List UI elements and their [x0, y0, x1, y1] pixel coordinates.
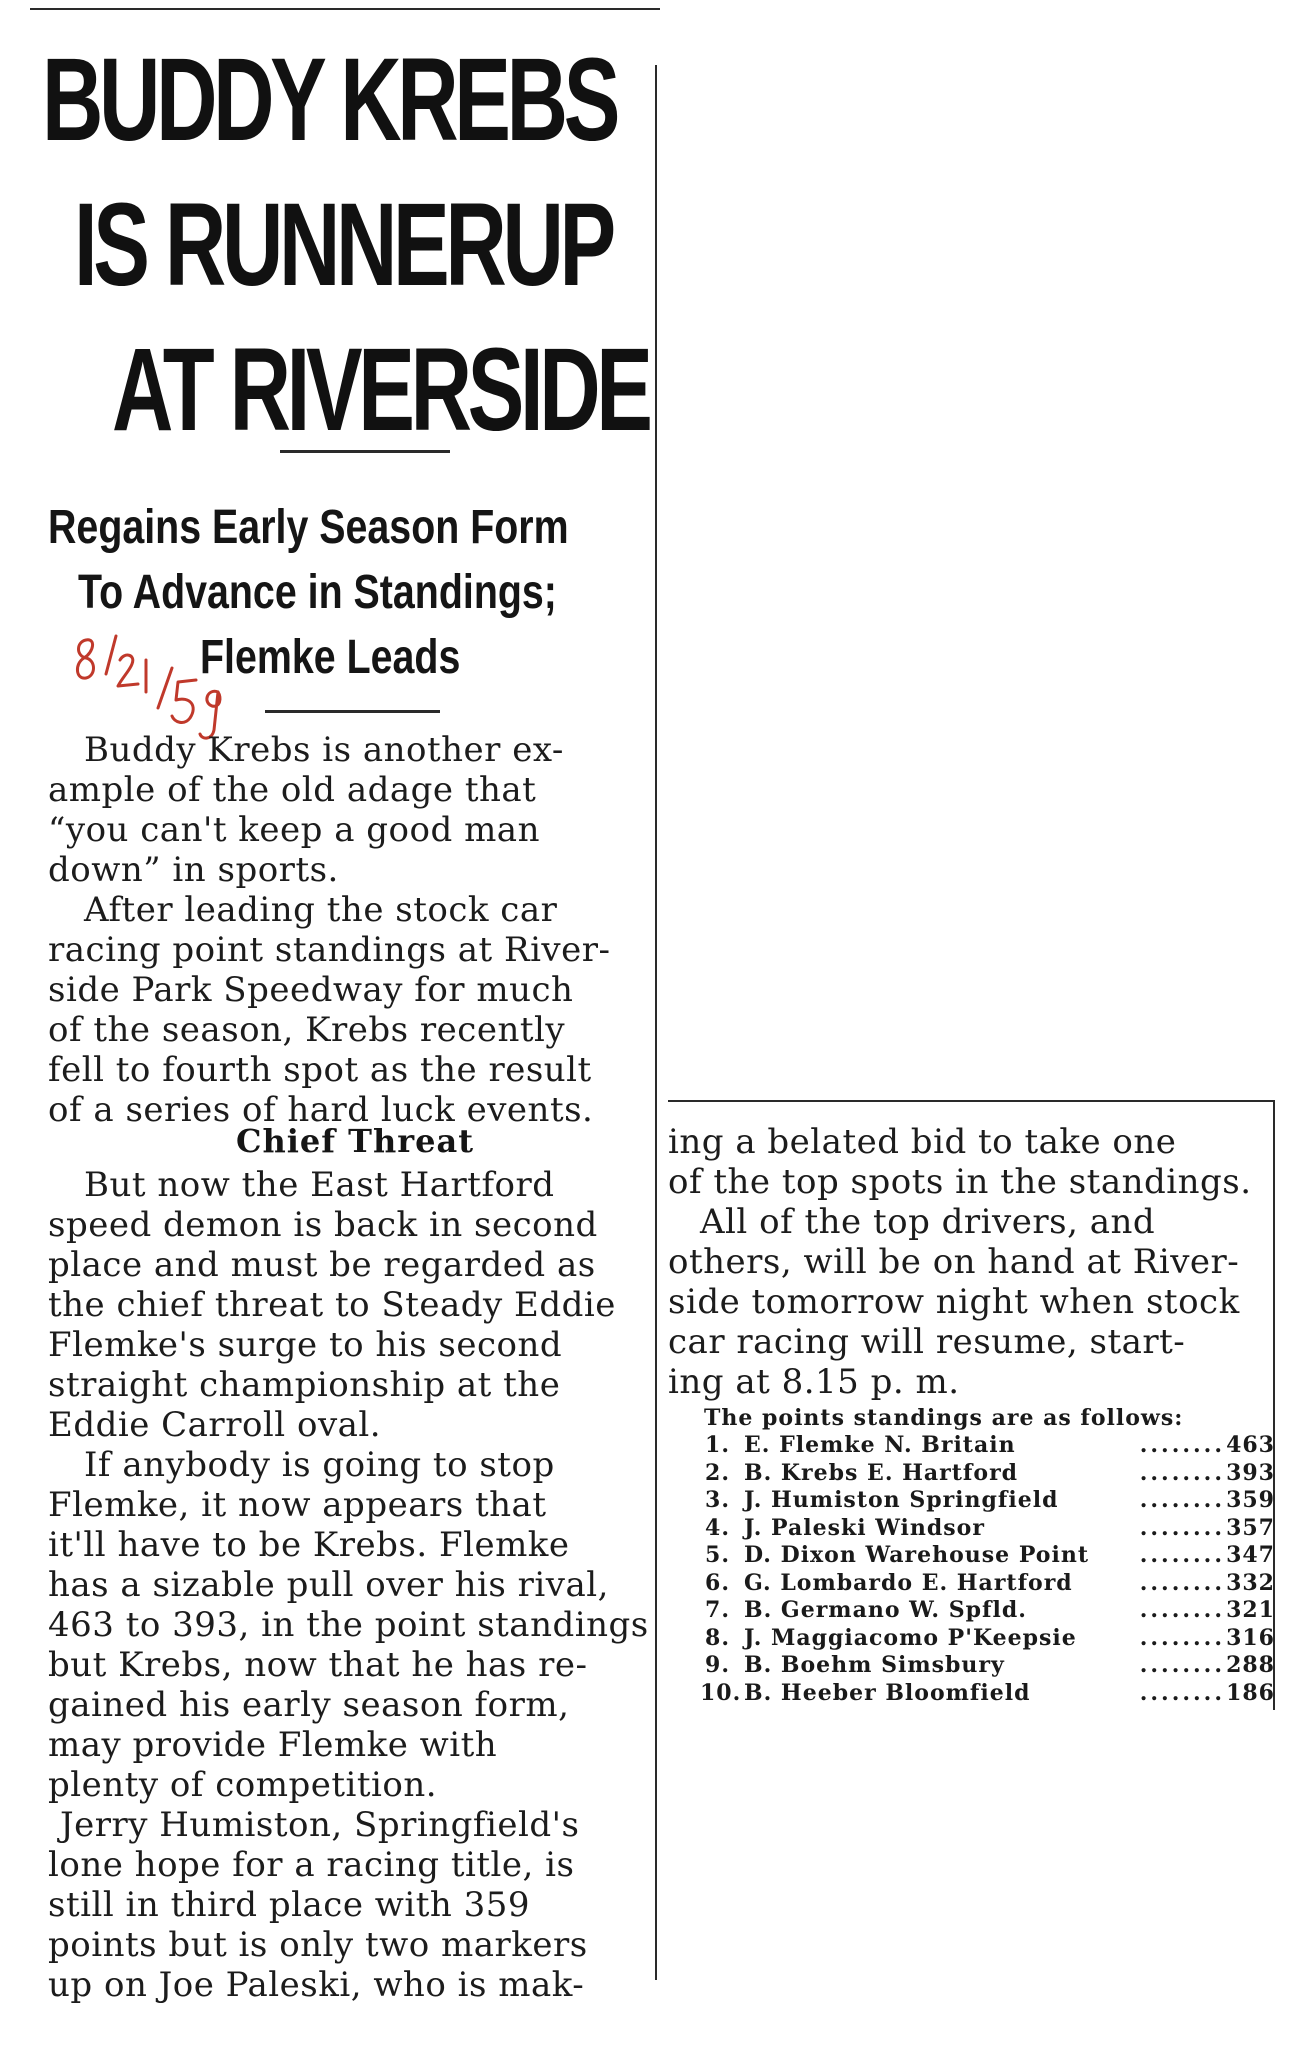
body-line: fell to fourth spot as the result [48, 1050, 592, 1090]
headline-line-2: IS RUNNERUP [74, 179, 612, 311]
body-line: may provide Flemke with [48, 1725, 498, 1765]
body-line: “you can't keep a good man [48, 810, 540, 850]
standings-rank: 1. [705, 1432, 730, 1458]
standings-driver: B. Krebs E. Hartford [744, 1459, 1019, 1486]
standings-row [700, 1432, 1275, 1458]
standings-driver: B. Boehm Simsbury [744, 1652, 1005, 1678]
standings-title: The points standings are as follows: [704, 1405, 1184, 1431]
standings-driver: B. Heeber Bloomfield [744, 1679, 1031, 1706]
standings-row [700, 1515, 1275, 1541]
body-line: side tomorrow night when stock [668, 1282, 1240, 1322]
standings-points: 393 [1226, 1459, 1275, 1486]
standings-row [700, 1487, 1275, 1513]
standings-rank: 4. [705, 1514, 730, 1541]
leader-dots: ........ [1139, 1597, 1225, 1623]
leader-dots: ........ [1139, 1569, 1225, 1596]
deck-divider [265, 710, 440, 713]
right-column-top-rule [668, 1100, 1273, 1102]
standings-rank: 3. [705, 1487, 730, 1513]
standings-rank: 2. [705, 1459, 730, 1486]
body-line: side Park Speedway for much [48, 970, 574, 1010]
standings-points: 332 [1226, 1569, 1275, 1596]
left-column-right-rule [655, 65, 657, 1980]
standings-row [700, 1680, 1275, 1706]
deck-line-1: Regains Early Season Form [48, 501, 569, 554]
standings-points: 347 [1226, 1542, 1275, 1568]
standings-row [700, 1625, 1275, 1651]
body-line: Flemke, it now appears that [48, 1485, 547, 1525]
deck-line-3: Flemke Leads [200, 631, 461, 684]
body-line: plenty of competition. [48, 1765, 438, 1805]
standings-row [700, 1542, 1275, 1568]
standings-points: 321 [1226, 1597, 1275, 1623]
standings-rank: 7. [705, 1597, 730, 1623]
standings-points: 357 [1226, 1514, 1275, 1541]
standings-points: 463 [1226, 1432, 1275, 1458]
body-line: ing a belated bid to take one [668, 1122, 1177, 1162]
body-line: Eddie Carroll oval. [48, 1405, 382, 1445]
standings-driver: B. Germano W. Spfld. [744, 1597, 1027, 1623]
leader-dots: ........ [1139, 1624, 1225, 1651]
standings-row [700, 1570, 1275, 1596]
standings-driver: J. Paleski Windsor [744, 1514, 985, 1541]
standings-rank: 5. [705, 1542, 730, 1568]
standings-points: 186 [1226, 1679, 1275, 1706]
body-line: All of the top drivers, and [700, 1202, 1156, 1242]
top-rule [30, 8, 660, 10]
body-line: After leading the stock car [84, 890, 558, 930]
body-line: still in third place with 359 [48, 1885, 530, 1925]
leader-dots: ........ [1139, 1679, 1225, 1706]
deck-line-2: To Advance in Standings; [78, 566, 557, 619]
standings-driver: D. Dixon Warehouse Point [744, 1542, 1089, 1568]
standings-rank: 10. [700, 1679, 742, 1706]
leader-dots: ........ [1139, 1542, 1225, 1568]
standings-row [700, 1460, 1275, 1486]
leader-dots: ........ [1139, 1514, 1225, 1541]
leader-dots: ........ [1139, 1652, 1225, 1678]
body-line: racing point standings at River- [48, 930, 611, 970]
body-line: straight championship at the [48, 1365, 561, 1405]
headline-line-1: BUDDY KREBS [42, 34, 617, 166]
body-line: it'll have to be Krebs. Flemke [48, 1525, 570, 1565]
standings-row [700, 1652, 1275, 1678]
body-line: Buddy Krebs is another ex- [84, 730, 564, 770]
body-line: place and must be regarded as [48, 1245, 596, 1285]
standings-rank: 6. [705, 1569, 730, 1596]
standings-rank: 9. [705, 1652, 730, 1678]
body-line: Flemke's surge to his second [48, 1325, 563, 1365]
standings-row [700, 1597, 1275, 1623]
body-line: others, will be on hand at River- [668, 1242, 1240, 1282]
headline-line-3: AT RIVERSIDE [112, 324, 649, 456]
body-line: the chief threat to Steady Eddie [48, 1285, 616, 1325]
body-line: Jerry Humiston, Springfield's [60, 1805, 580, 1845]
standings-rank: 8. [705, 1624, 730, 1651]
body-line: points but is only two markers [48, 1925, 588, 1965]
body-line: lone hope for a racing title, is [48, 1845, 575, 1885]
body-line: of the season, Krebs recently [48, 1010, 566, 1050]
body-line: gained his early season form, [48, 1685, 570, 1725]
leader-dots: ........ [1139, 1487, 1225, 1513]
body-line: down” in sports. [48, 850, 339, 890]
subhead-chief-threat: Chief Threat [236, 1122, 474, 1160]
standings-points: 288 [1226, 1652, 1275, 1678]
body-line: car racing will resume, start- [668, 1322, 1186, 1362]
body-line: up on Joe Paleski, who is mak- [48, 1965, 585, 2005]
body-line: 463 to 393, in the point standings [48, 1605, 649, 1645]
body-line: but Krebs, now that he has re- [48, 1645, 588, 1685]
standings-driver: G. Lombardo E. Hartford [744, 1569, 1073, 1596]
standings-driver: E. Flemke N. Britain [744, 1432, 1016, 1458]
body-line: has a sizable pull over his rival, [48, 1565, 609, 1605]
standings-driver: J. Maggiacomo P'Keepsie [744, 1624, 1077, 1651]
body-line: of the top spots in the standings. [668, 1162, 1252, 1202]
standings-points: 359 [1226, 1487, 1275, 1513]
standings-points: 316 [1226, 1624, 1275, 1651]
body-line: of a series of hard luck events. [48, 1090, 594, 1130]
body-line: speed demon is back in second [48, 1205, 598, 1245]
body-line: If anybody is going to stop [84, 1445, 555, 1485]
body-line: ample of the old adage that [48, 770, 537, 810]
body-line: But now the East Hartford [84, 1165, 555, 1205]
leader-dots: ........ [1139, 1432, 1225, 1458]
body-line: ing at 8.15 p. m. [668, 1362, 960, 1402]
standings-driver: J. Humiston Springfield [744, 1487, 1059, 1513]
leader-dots: ........ [1139, 1459, 1225, 1486]
